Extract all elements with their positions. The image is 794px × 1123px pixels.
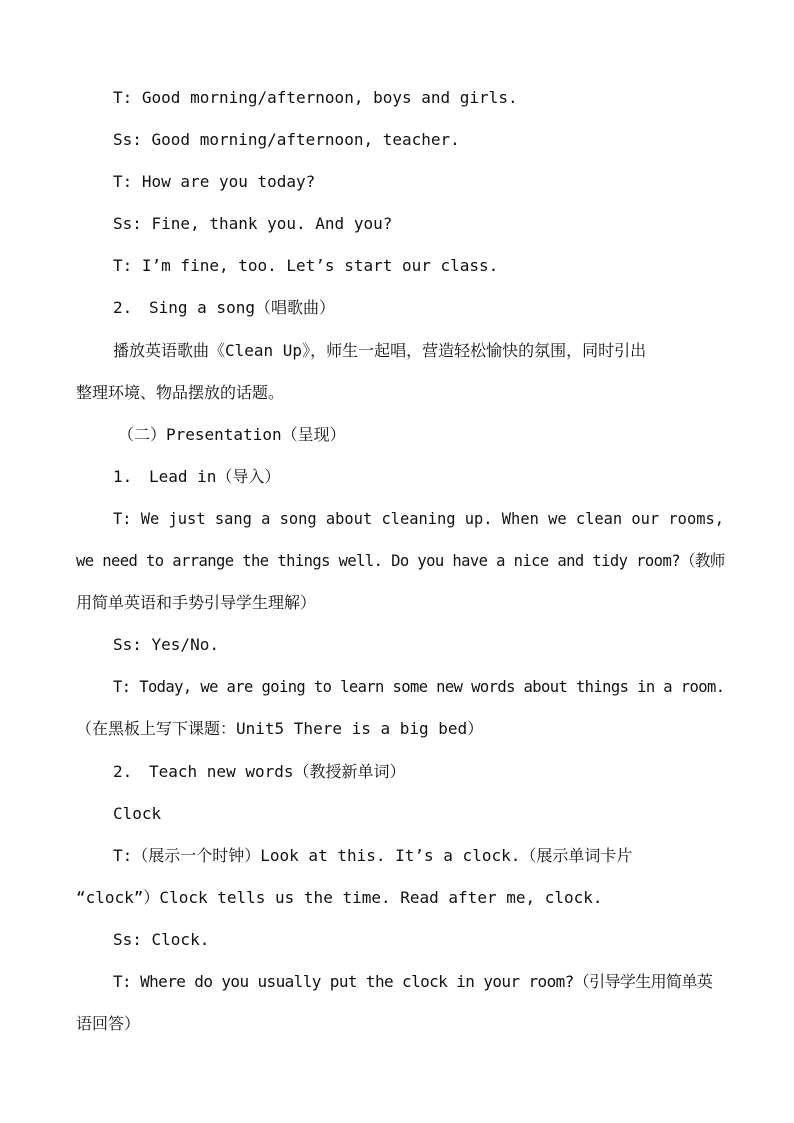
dialogue-line: 用简单英语和手势引导学生理解） [76, 593, 317, 612]
dialogue-line: T: I’m fine, too. Let’s start our class. [113, 256, 499, 275]
step-title: Teach new words（教授新单词） [149, 762, 406, 781]
dialogue-line: （在黑板上写下课题：Unit5 There is a big bed） [76, 719, 484, 738]
dialogue-line: Ss: Clock. [113, 930, 210, 949]
dialogue-line: T:（展示一个时钟）Look at this. It’s a clock.（展示单词卡片 [113, 846, 633, 865]
dialogue-line: T: We just sang a song about cleaning up. When we clean our rooms, [113, 509, 724, 528]
step-lead-in [113, 467, 280, 487]
dialogue-line: “clock”）Clock tells us the time. Read after me, clock. [76, 888, 603, 907]
dialogue-line: T: Good morning/afternoon, boys and girls. [113, 88, 518, 107]
step-number: 1. [113, 467, 133, 486]
dialogue-line: Ss: Good morning/afternoon, teacher. [113, 130, 460, 149]
step-number: 2. [113, 762, 133, 781]
step-title: Sing a song（唱歌曲） [149, 298, 335, 317]
dialogue-line: T: Today, we are going to learn some new words about things in a room. [113, 677, 725, 696]
section-heading: （二）Presentation（呈现） [118, 425, 346, 444]
dialogue-line: we need to arrange the things well. Do you have a nice and tidy room?（教师 [76, 551, 725, 570]
paragraph-line: 播放英语歌曲《Clean Up》，师生一起唱，营造轻松愉快的氛围，同时引出 [113, 341, 647, 360]
vocab-word: Clock [113, 804, 162, 823]
step-title: Lead in（导入） [149, 467, 281, 486]
dialogue-line: T: How are you today? [113, 172, 316, 191]
step-teach-words [113, 762, 406, 782]
dialogue-line: Ss: Fine, thank you. And you? [113, 214, 393, 233]
step-sing-song [113, 298, 335, 318]
dialogue-line: T: Where do you usually put the clock in your room?（引导学生用简单英 [113, 972, 713, 991]
paragraph-line: 整理环境、物品摆放的话题。 [76, 383, 285, 402]
step-number: 2. [113, 298, 133, 317]
dialogue-line: 语回答） [76, 1014, 141, 1033]
dialogue-line: Ss: Yes/No. [113, 635, 219, 654]
